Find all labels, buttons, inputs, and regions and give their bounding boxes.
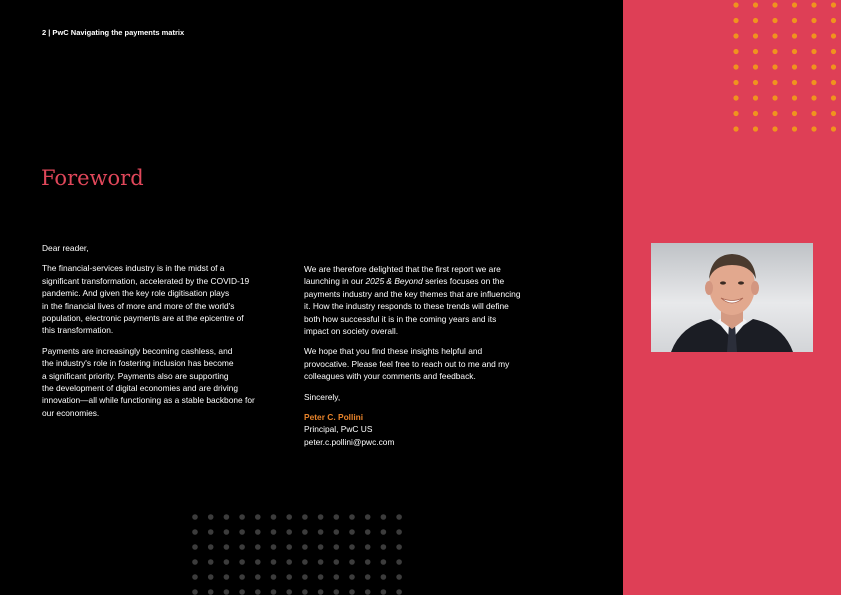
orange-dot bbox=[733, 111, 738, 116]
grey-dot bbox=[381, 529, 387, 535]
page-title: Foreword bbox=[41, 166, 144, 190]
orange-dot bbox=[772, 2, 777, 7]
orange-dot bbox=[733, 80, 738, 85]
author-portrait bbox=[651, 243, 813, 352]
orange-dot bbox=[772, 80, 777, 85]
orange-dot bbox=[792, 2, 797, 7]
grey-dot bbox=[365, 589, 371, 595]
grey-dot bbox=[255, 529, 261, 535]
right-column bbox=[304, 263, 564, 448]
grey-dot bbox=[239, 514, 245, 520]
orange-dot bbox=[831, 111, 836, 116]
grey-dot bbox=[192, 529, 198, 535]
orange-dot bbox=[811, 33, 816, 38]
grey-dot bbox=[286, 514, 292, 520]
orange-dot bbox=[733, 49, 738, 54]
orange-dot bbox=[811, 64, 816, 69]
orange-dot bbox=[792, 95, 797, 100]
grey-dot bbox=[286, 589, 292, 595]
grey-dot bbox=[302, 559, 308, 565]
grey-dot bbox=[239, 559, 245, 565]
grey-dot bbox=[192, 514, 198, 520]
orange-dot bbox=[792, 33, 797, 38]
paragraph-3 bbox=[304, 263, 564, 337]
grey-dot bbox=[318, 574, 324, 580]
orange-dot bbox=[772, 33, 777, 38]
grey-dot bbox=[302, 589, 308, 595]
grey-dot bbox=[271, 514, 277, 520]
grey-dot bbox=[208, 589, 214, 595]
orange-dot bbox=[831, 49, 836, 54]
grey-dot bbox=[334, 529, 340, 535]
orange-dot bbox=[733, 64, 738, 69]
grey-dot bbox=[365, 574, 371, 580]
grey-dot bbox=[224, 574, 230, 580]
grey-dot bbox=[255, 544, 261, 550]
grey-dot bbox=[239, 574, 245, 580]
orange-dot bbox=[831, 64, 836, 69]
grey-dot bbox=[349, 559, 355, 565]
signature-email[interactable]: peter.c.pollini@pwc.com bbox=[304, 436, 395, 447]
orange-dot bbox=[811, 95, 816, 100]
grey-dot bbox=[271, 574, 277, 580]
grey-dot bbox=[286, 559, 292, 565]
paragraph-4: We hope that you find these insights helpful and provocative. Please feel free to reach out to me and my colleagues with your comments and feedback. bbox=[304, 346, 510, 382]
grey-dot bbox=[286, 574, 292, 580]
grey-dot bbox=[208, 559, 214, 565]
grey-dot bbox=[208, 574, 214, 580]
orange-dot bbox=[831, 18, 836, 23]
orange-dot bbox=[831, 126, 836, 131]
grey-dot bbox=[255, 574, 261, 580]
grey-dot bbox=[255, 589, 261, 595]
orange-dot bbox=[811, 111, 816, 116]
orange-dot bbox=[792, 111, 797, 116]
orange-dot bbox=[811, 80, 816, 85]
grey-dot bbox=[302, 574, 308, 580]
orange-dot bbox=[831, 2, 836, 7]
series-name: 2025 & Beyond bbox=[365, 276, 423, 287]
signature-block bbox=[304, 411, 564, 448]
grey-dot bbox=[334, 544, 340, 550]
grey-dot bbox=[208, 529, 214, 535]
orange-dot bbox=[811, 49, 816, 54]
orange-dot bbox=[753, 18, 758, 23]
grey-dot bbox=[208, 514, 214, 520]
grey-dot bbox=[318, 544, 324, 550]
grey-dot bbox=[192, 589, 198, 595]
orange-dot bbox=[831, 33, 836, 38]
grey-dot bbox=[271, 544, 277, 550]
grey-dot bbox=[224, 559, 230, 565]
grey-dot bbox=[224, 514, 230, 520]
page-header: 2 | PwC Navigating the payments matrix bbox=[42, 28, 185, 37]
grey-dot bbox=[349, 529, 355, 535]
grey-dot bbox=[302, 544, 308, 550]
orange-dot bbox=[811, 2, 816, 7]
grey-dot bbox=[271, 529, 277, 535]
grey-dot bbox=[302, 529, 308, 535]
grey-dot bbox=[349, 574, 355, 580]
orange-dot bbox=[772, 18, 777, 23]
orange-dot bbox=[753, 49, 758, 54]
grey-dot bbox=[334, 589, 340, 595]
grey-dot bbox=[224, 529, 230, 535]
grey-dot bbox=[318, 529, 324, 535]
orange-dot bbox=[753, 80, 758, 85]
grey-dot bbox=[192, 559, 198, 565]
grey-dot bbox=[365, 514, 371, 520]
grey-dot bbox=[396, 574, 402, 580]
grey-dot bbox=[396, 514, 402, 520]
orange-dot bbox=[792, 18, 797, 23]
orange-dot bbox=[772, 126, 777, 131]
grey-dot bbox=[396, 589, 402, 595]
grey-dot bbox=[239, 589, 245, 595]
orange-dot bbox=[772, 111, 777, 116]
orange-dot bbox=[811, 126, 816, 131]
orange-dot bbox=[772, 95, 777, 100]
grey-dot bbox=[381, 544, 387, 550]
orange-dot bbox=[792, 64, 797, 69]
orange-dot bbox=[792, 80, 797, 85]
orange-dot bbox=[733, 126, 738, 131]
paragraph-1: The financial-services industry is in the midst of a significant transformation, accelerated by the COVID-19 pandemic. And given the key role digitisation plays in the financial lives of more and more of the world's population, electronic payments are at the epicentre of this transformation. bbox=[42, 263, 250, 336]
orange-dot bbox=[753, 64, 758, 69]
orange-dot bbox=[733, 2, 738, 7]
grey-dot bbox=[334, 559, 340, 565]
grey-dot bbox=[396, 544, 402, 550]
grey-dot bbox=[208, 544, 214, 550]
orange-dot bbox=[831, 95, 836, 100]
orange-dot bbox=[792, 126, 797, 131]
grey-dot bbox=[396, 529, 402, 535]
grey-dot bbox=[286, 544, 292, 550]
left-column bbox=[42, 242, 294, 427]
orange-dot bbox=[733, 95, 738, 100]
grey-dot bbox=[381, 514, 387, 520]
orange-dot bbox=[733, 33, 738, 38]
grey-dot-pattern bbox=[190, 512, 405, 595]
orange-dot bbox=[753, 33, 758, 38]
grey-dot bbox=[318, 559, 324, 565]
grey-dot bbox=[302, 514, 308, 520]
grey-dot bbox=[255, 514, 261, 520]
grey-dot bbox=[381, 574, 387, 580]
orange-dot bbox=[831, 80, 836, 85]
paragraph-2: Payments are increasingly becoming cashless, and the industry's role in fostering inclusion has become a significant priority. Payments also are supporting the development of digital economies and are driving innovation—all while functioning as a stable backbone for our economies. bbox=[42, 345, 255, 418]
grey-dot bbox=[349, 514, 355, 520]
grey-dot bbox=[271, 559, 277, 565]
portrait-illustration bbox=[651, 243, 813, 352]
orange-dot bbox=[772, 49, 777, 54]
grey-dot bbox=[334, 574, 340, 580]
grey-dot bbox=[349, 589, 355, 595]
orange-dot bbox=[753, 126, 758, 131]
orange-dot bbox=[733, 18, 738, 23]
orange-dot bbox=[772, 64, 777, 69]
grey-dot bbox=[365, 559, 371, 565]
orange-dot bbox=[792, 49, 797, 54]
grey-dot bbox=[318, 589, 324, 595]
grey-dot bbox=[286, 529, 292, 535]
grey-dot bbox=[224, 589, 230, 595]
grey-dot bbox=[224, 544, 230, 550]
grey-dot bbox=[271, 589, 277, 595]
grey-dot bbox=[239, 529, 245, 535]
greeting: Dear reader, bbox=[42, 243, 89, 253]
grey-dot bbox=[318, 514, 324, 520]
grey-dot bbox=[192, 574, 198, 580]
orange-dot-pattern bbox=[730, 0, 840, 135]
orange-dot bbox=[753, 2, 758, 7]
paragraph-3-part-a: We are therefore delighted that the first report we are launching in our bbox=[304, 264, 501, 287]
signature-name: Peter C. Pollini bbox=[304, 412, 364, 423]
orange-dot bbox=[753, 111, 758, 116]
orange-dot bbox=[811, 18, 816, 23]
grey-dot bbox=[239, 544, 245, 550]
signature-title: Principal, PwC US bbox=[304, 424, 373, 435]
grey-dot bbox=[334, 514, 340, 520]
closing: Sincerely, bbox=[304, 391, 341, 402]
orange-dot bbox=[753, 95, 758, 100]
grey-dot bbox=[192, 544, 198, 550]
grey-dot bbox=[349, 544, 355, 550]
grey-dot bbox=[255, 559, 261, 565]
paragraph-3-part-b: series focuses on the payments industry and the key themes that are influencing it. How the industry responds to these trends will define both how successful it is in the coming years and its impact on society overall. bbox=[304, 276, 521, 337]
grey-dot bbox=[381, 559, 387, 565]
grey-dot bbox=[381, 589, 387, 595]
grey-dot bbox=[396, 559, 402, 565]
grey-dot bbox=[365, 529, 371, 535]
grey-dot bbox=[365, 544, 371, 550]
